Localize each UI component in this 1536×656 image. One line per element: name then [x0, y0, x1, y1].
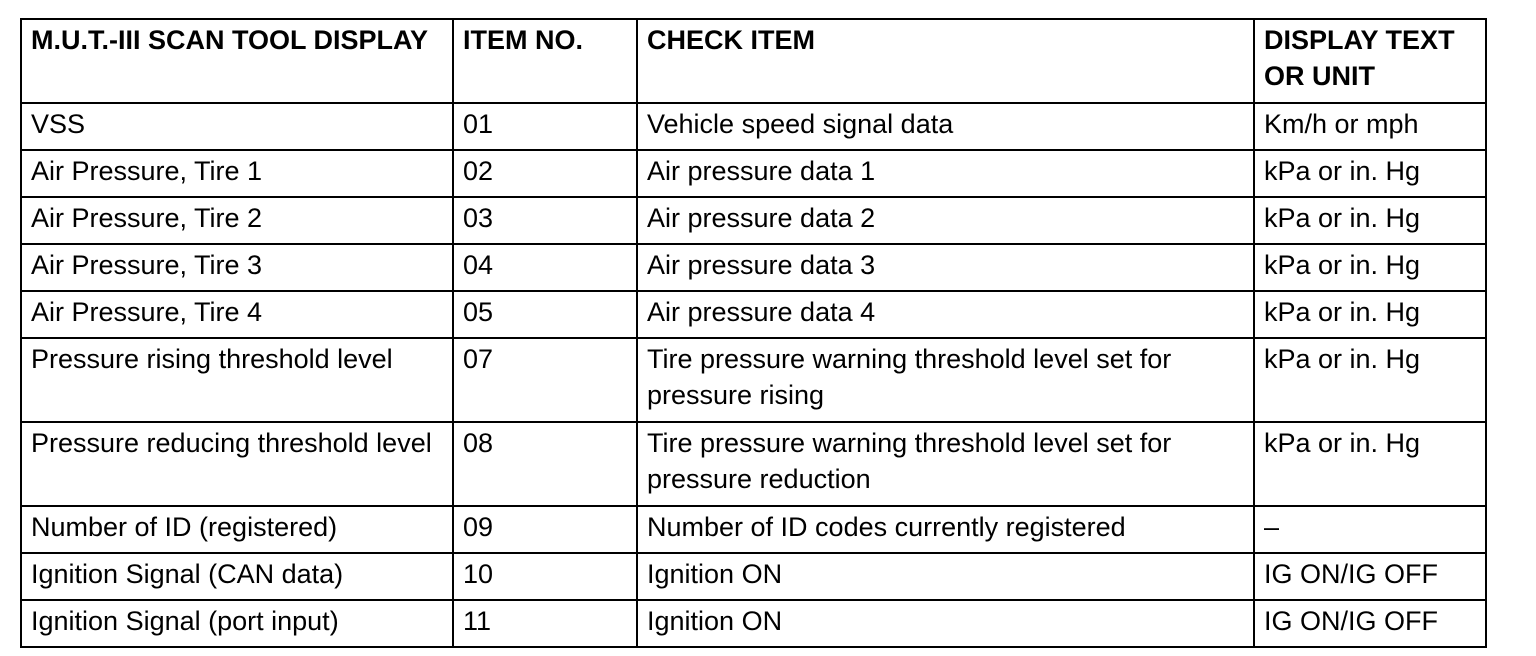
header-check-item: CHECK ITEM — [637, 19, 1254, 103]
cell-check-item: Air pressure data 2 — [637, 197, 1254, 244]
cell-unit: kPa or in. Hg — [1254, 338, 1486, 422]
cell-unit: kPa or in. Hg — [1254, 244, 1486, 291]
table-row — [21, 338, 1486, 422]
cell-unit: kPa or in. Hg — [1254, 197, 1486, 244]
cell-item-no: 03 — [453, 197, 637, 244]
header-item-no: ITEM NO. — [453, 19, 637, 103]
cell-item-no: 04 — [453, 244, 637, 291]
cell-display: Air Pressure, Tire 3 — [21, 244, 453, 291]
cell-check-item: Tire pressure warning threshold level set for pressure rising — [637, 338, 1254, 422]
scan-tool-table — [20, 18, 1487, 648]
cell-display: Pressure reducing threshold level — [21, 422, 453, 506]
header-row — [21, 19, 1486, 103]
cell-item-no: 01 — [453, 103, 637, 150]
header-display: M.U.T.-III SCAN TOOL DISPLAY — [21, 19, 453, 103]
cell-display: Number of ID (registered) — [21, 506, 453, 553]
table-row — [21, 553, 1486, 600]
cell-item-no: 11 — [453, 600, 637, 647]
cell-unit: kPa or in. Hg — [1254, 422, 1486, 506]
cell-unit: kPa or in. Hg — [1254, 150, 1486, 197]
table-row — [21, 291, 1486, 338]
cell-item-no: 08 — [453, 422, 637, 506]
cell-unit: – — [1254, 506, 1486, 553]
cell-item-no: 02 — [453, 150, 637, 197]
cell-item-no: 09 — [453, 506, 637, 553]
table-row — [21, 506, 1486, 553]
table-row — [21, 103, 1486, 150]
cell-unit: IG ON/IG OFF — [1254, 600, 1486, 647]
table-row — [21, 197, 1486, 244]
cell-display: VSS — [21, 103, 453, 150]
cell-check-item: Vehicle speed signal data — [637, 103, 1254, 150]
table-row — [21, 244, 1486, 291]
cell-display: Air Pressure, Tire 4 — [21, 291, 453, 338]
cell-unit: kPa or in. Hg — [1254, 291, 1486, 338]
cell-check-item: Number of ID codes currently registered — [637, 506, 1254, 553]
cell-check-item: Ignition ON — [637, 553, 1254, 600]
cell-check-item: Air pressure data 4 — [637, 291, 1254, 338]
table-row — [21, 422, 1486, 506]
cell-display: Air Pressure, Tire 1 — [21, 150, 453, 197]
cell-unit: Km/h or mph — [1254, 103, 1486, 150]
cell-item-no: 10 — [453, 553, 637, 600]
cell-check-item: Tire pressure warning threshold level set for pressure reduction — [637, 422, 1254, 506]
table-row — [21, 600, 1486, 647]
cell-display: Pressure rising threshold level — [21, 338, 453, 422]
cell-check-item: Ignition ON — [637, 600, 1254, 647]
cell-display: Ignition Signal (port input) — [21, 600, 453, 647]
table-row — [21, 150, 1486, 197]
cell-display: Ignition Signal (CAN data) — [21, 553, 453, 600]
cell-unit: IG ON/IG OFF — [1254, 553, 1486, 600]
cell-check-item: Air pressure data 3 — [637, 244, 1254, 291]
cell-item-no: 07 — [453, 338, 637, 422]
cell-display: Air Pressure, Tire 2 — [21, 197, 453, 244]
cell-check-item: Air pressure data 1 — [637, 150, 1254, 197]
cell-item-no: 05 — [453, 291, 637, 338]
header-unit: DISPLAY TEXT OR UNIT — [1254, 19, 1486, 103]
